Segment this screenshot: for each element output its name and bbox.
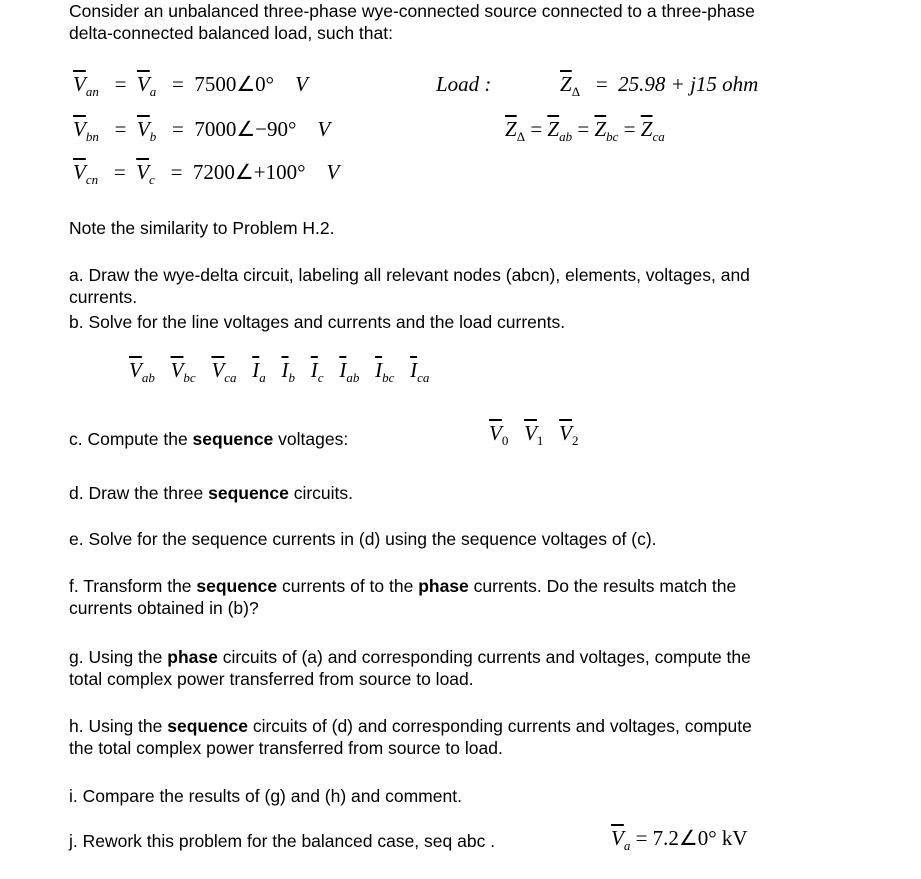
part-a-line-1: a. Draw the wye-delta circuit, labeling all relevant nodes (abcn), elements, voltages, and [69, 265, 750, 285]
sequence-voltage-symbols: $\overline{V}_0$ $\overline{V}_1$ $\overline{V}_2$ [489, 421, 579, 448]
eq-vcn: $\overline{V}_{cn} = \overline{V}_c$ = 7200∠+100° V [73, 160, 340, 187]
part-b-symbols: $\overline{V}_{ab}$ $\overline{V}_{bc}$ $\overline{V}_{ca}$ $\overline{I}_a$ $\overline{I}_b$ $\overline{I}_c$ $\overline{I}_{ab}$ $\overline{I}_{bc}$ $\overline{I}_{ca}$ [129, 358, 430, 385]
z-value: 25.98 + j15 ohm [618, 72, 759, 96]
part-a-line-2: currents. [69, 287, 138, 307]
part-c: c. Compute the sequence voltages: [69, 429, 349, 449]
part-h-line-1: h. Using the sequence circuits of (d) and corresponding currents and voltages, compute [69, 716, 752, 736]
part-j: j. Rework this problem for the balanced case, seq abc . [69, 831, 496, 851]
part-f-line-2: currents obtained in (b)? [69, 598, 259, 618]
part-j-value: $\overline{V}_a$ = 7.2∠0° kV [611, 826, 748, 853]
vbn-value: 7000∠−90° [194, 117, 297, 141]
part-d: d. Draw the three sequence circuits. [69, 483, 354, 503]
part-g-line-2: total complex power transferred from source to load. [69, 669, 474, 689]
intro-line-2: delta-connected balanced load, such that: [69, 23, 393, 43]
van-value: 7500∠0° [194, 72, 275, 96]
part-h-line-2: the total complex power transferred from source to load. [69, 738, 503, 758]
part-g-line-1: g. Using the phase circuits of (a) and corresponding currents and voltages, compute the [69, 647, 751, 667]
eq-van: $\overline{V}_{an} = \overline{V}_a$ = 7500∠0° V [73, 72, 308, 99]
part-f-line-1: f. Transform the sequence currents of to the phase currents. Do the results match the [69, 576, 737, 596]
part-b: b. Solve for the line voltages and currents and the load currents. [69, 312, 566, 332]
vbn-unit: V [317, 117, 331, 141]
load-label: Load : [436, 72, 492, 96]
vcn-value: 7200∠+100° [192, 160, 306, 184]
van-unit: V [295, 72, 308, 96]
part-i: i. Compare the results of (g) and (h) and comment. [69, 786, 462, 806]
note: Note the similarity to Problem H.2. [69, 218, 335, 238]
eq-vbn: $\overline{V}_{bn} = \overline{V}_b$ = 7000∠−90° V [73, 117, 331, 144]
eq-z-equal: $\overline{Z}_\Delta = \overline{Z}_{ab} = \overline{Z}_{bc} = \overline{Z}_{ca}$ [505, 117, 665, 144]
intro-line-1: Consider an unbalanced three-phase wye-connected source connected to a three-phase [69, 1, 755, 21]
vcn-unit: V [326, 160, 340, 184]
part-e: e. Solve for the sequence currents in (d) using the sequence voltages of (c). [69, 529, 657, 549]
eq-zdelta: $\overline{Z}_\Delta = 25.98 + j15$ ohm [560, 72, 759, 99]
